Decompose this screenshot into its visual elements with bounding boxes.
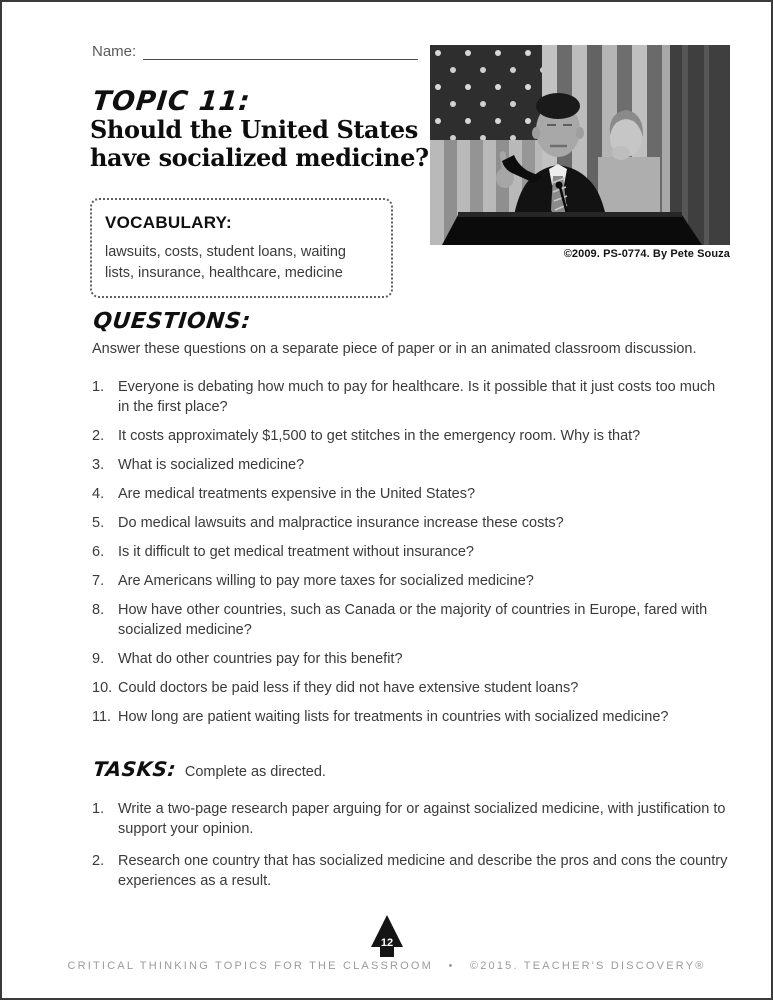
question-number: 7. bbox=[92, 573, 105, 589]
obama-speech-photo-illustration bbox=[430, 45, 730, 245]
question-text: Do medical lawsuits and malpractice insurance increase these costs? bbox=[118, 515, 564, 531]
question-number: 2. bbox=[92, 428, 105, 444]
tasks-row bbox=[92, 757, 728, 781]
footer-page-number: 12 bbox=[380, 937, 393, 949]
question-text: Are Americans willing to pay more taxes for socialized medicine? bbox=[118, 573, 534, 589]
questions-intro: Answer these questions on a separate piece of paper or in an animated classroom discussion. bbox=[92, 341, 697, 357]
teachers-discovery-arrow-logo bbox=[368, 914, 406, 958]
question-text: It costs approximately $1,500 to get stitches in the emergency room. Why is that? bbox=[118, 428, 641, 444]
page-title bbox=[90, 116, 450, 171]
task-item bbox=[92, 851, 728, 891]
question-text: What is socialized medicine? bbox=[118, 457, 305, 473]
topic-photo bbox=[430, 45, 730, 260]
question-item bbox=[92, 377, 728, 417]
vocabulary-words: lawsuits, costs, student loans, waiting lists, insurance, healthcare, medicine bbox=[105, 244, 346, 282]
name-label: Name: bbox=[92, 43, 137, 60]
page-title-line1: Should the United States bbox=[90, 115, 418, 144]
question-item bbox=[92, 542, 728, 562]
task-number: 2. bbox=[92, 853, 105, 869]
tasks-list bbox=[92, 799, 728, 891]
question-item bbox=[92, 678, 728, 698]
name-blank-line bbox=[143, 42, 418, 60]
question-text: How long are patient waiting lists for treatments in countries with socialized medicine? bbox=[118, 709, 669, 725]
task-item bbox=[92, 799, 728, 839]
question-number: 6. bbox=[92, 544, 105, 560]
question-text: Is it difficult to get medical treatment without insurance? bbox=[118, 544, 474, 560]
task-text: Write a two-page research paper arguing for or against socialized medicine, with justification to support your opinion. bbox=[118, 801, 726, 837]
question-item bbox=[92, 513, 728, 533]
question-number: 10. bbox=[92, 680, 113, 696]
question-item bbox=[92, 649, 728, 669]
question-item bbox=[92, 484, 728, 504]
question-number: 8. bbox=[92, 602, 105, 618]
question-number: 5. bbox=[92, 515, 105, 531]
question-text: How have other countries, such as Canada or the majority of countries in Europe, fared with socialized medicine? bbox=[118, 602, 708, 638]
question-text: What do other countries pay for this benefit? bbox=[118, 651, 403, 667]
task-number: 1. bbox=[92, 801, 105, 817]
question-number: 3. bbox=[92, 457, 105, 473]
tasks-instruction: Complete as directed. bbox=[184, 764, 326, 780]
question-number: 1. bbox=[92, 379, 105, 395]
photo-caption: ©2009. PS-0774. By Pete Souza bbox=[563, 248, 730, 260]
page-title-line2: have socialized medicine? bbox=[90, 142, 429, 172]
vocabulary-heading: VOCABULARY: bbox=[105, 213, 233, 232]
name-row bbox=[92, 42, 418, 60]
page-footer bbox=[2, 914, 771, 972]
question-item bbox=[92, 571, 728, 591]
question-number: 11. bbox=[92, 709, 112, 725]
tasks-heading: TASKS: bbox=[92, 757, 178, 781]
vocabulary-box bbox=[90, 198, 393, 298]
topic-label: TOPIC 11: bbox=[91, 86, 253, 117]
question-text: Are medical treatments expensive in the United States? bbox=[118, 486, 476, 502]
footer-copyright-line: CRITICAL THINKING TOPICS FOR THE CLASSROOM • ©2015. TEACHER'S DISCOVERY® bbox=[67, 960, 706, 972]
question-item bbox=[92, 707, 728, 727]
question-text: Could doctors be paid less if they did not have extensive student loans? bbox=[118, 680, 579, 696]
question-item bbox=[92, 600, 728, 640]
question-number: 9. bbox=[92, 651, 105, 667]
questions-heading: QUESTIONS: bbox=[92, 309, 253, 334]
question-number: 4. bbox=[92, 486, 105, 502]
task-text: Research one country that has socialized medicine and describe the pros and cons the country experiences as a result. bbox=[118, 853, 728, 889]
question-item bbox=[92, 426, 728, 446]
question-text: Everyone is debating how much to pay for healthcare. Is it possible that it just costs too much in the first place? bbox=[118, 379, 716, 415]
questions-list bbox=[92, 377, 728, 727]
question-item bbox=[92, 455, 728, 475]
content-area bbox=[92, 309, 728, 903]
